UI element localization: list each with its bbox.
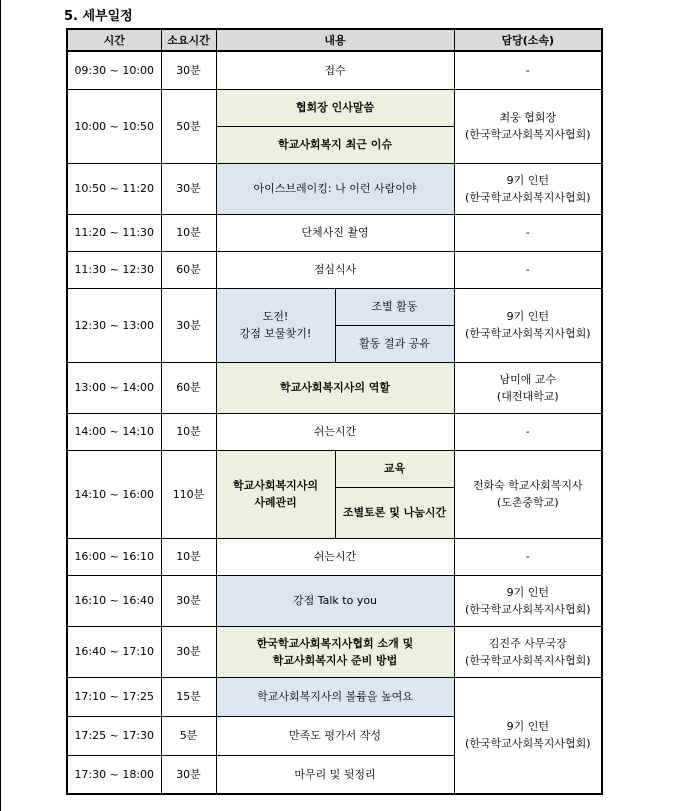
content-cell: 학교사회복지사의 역할 (216, 362, 454, 413)
table-row (67, 163, 602, 214)
section-title: 5. 세부일정 (64, 9, 133, 24)
time-cell: 10:50 ~ 11:20 (67, 163, 161, 214)
table-row (67, 214, 602, 251)
content-cell: 학교사회복지사의 사례관리 (216, 450, 335, 538)
owner-cell: - (454, 251, 602, 288)
content-cell: 아이스브레이킹: 나 이런 사람이야 (216, 163, 454, 214)
duration-cell: 60분 (161, 251, 216, 288)
time-cell: 09:30 ~ 10:00 (67, 51, 161, 89)
table-row (67, 251, 602, 288)
duration-cell: 110분 (161, 450, 216, 538)
time-cell: 14:10 ~ 16:00 (67, 450, 161, 538)
content-cell: 만족도 평가서 작성 (216, 716, 454, 755)
table-row (67, 626, 602, 677)
time-cell: 16:00 ~ 16:10 (67, 538, 161, 575)
table-row (67, 51, 602, 89)
content-cell: 교육 (335, 450, 454, 487)
duration-cell: 30분 (161, 755, 216, 794)
table-row (67, 362, 602, 413)
content-cell: 점심식사 (216, 251, 454, 288)
owner-cell: 9기 인턴 (한국학교사회복지사협회) (454, 575, 602, 626)
duration-cell: 30분 (161, 626, 216, 677)
content-cell: 쉬는시간 (216, 538, 454, 575)
header-row (67, 29, 602, 51)
content-cell: 단체사진 촬영 (216, 214, 454, 251)
time-cell: 16:40 ~ 17:10 (67, 626, 161, 677)
duration-cell: 10분 (161, 413, 216, 450)
owner-cell: 전화숙 학교사회복지사 (도촌중학교) (454, 450, 602, 538)
content-cell: 접수 (216, 51, 454, 89)
content-cell: 쉬는시간 (216, 413, 454, 450)
owner-cell: 최웅 협회장 (한국학교사회복지사협회) (454, 89, 602, 163)
table-row (67, 89, 602, 126)
time-cell: 16:10 ~ 16:40 (67, 575, 161, 626)
duration-cell: 50분 (161, 89, 216, 163)
duration-cell: 10분 (161, 538, 216, 575)
time-cell: 11:20 ~ 11:30 (67, 214, 161, 251)
content-cell: 활동 결과 공유 (335, 325, 454, 362)
table-row (67, 288, 602, 325)
content-cell: 조별토론 및 나눔시간 (335, 487, 454, 538)
schedule-table (66, 28, 603, 795)
owner-cell: 9기 인턴 (한국학교사회복지사협회) (454, 163, 602, 214)
content-cell: 조별 활동 (335, 288, 454, 325)
table-row (67, 538, 602, 575)
time-cell: 14:00 ~ 14:10 (67, 413, 161, 450)
table-row (67, 677, 602, 716)
content-cell: 도전! 강점 보물찾기! (216, 288, 335, 362)
header-duration: 소요시간 (161, 29, 216, 51)
content-cell: 학교사회복지 최근 이슈 (216, 126, 454, 163)
time-cell: 17:10 ~ 17:25 (67, 677, 161, 716)
owner-cell: 남미애 교수 (대전대학교) (454, 362, 602, 413)
content-cell: 마무리 및 뒷정리 (216, 755, 454, 794)
content-cell: 학교사회복지사의 볼륨을 높여요 (216, 677, 454, 716)
table-row (67, 450, 602, 487)
duration-cell: 30분 (161, 288, 216, 362)
owner-cell: - (454, 214, 602, 251)
page-left-border (0, 0, 1, 811)
time-cell: 17:30 ~ 18:00 (67, 755, 161, 794)
time-cell: 11:30 ~ 12:30 (67, 251, 161, 288)
time-cell: 13:00 ~ 14:00 (67, 362, 161, 413)
owner-cell: 9기 인턴 (한국학교사회복지사협회) (454, 288, 602, 362)
table-row (67, 575, 602, 626)
duration-cell: 10분 (161, 214, 216, 251)
content-cell: 협회장 인사말씀 (216, 89, 454, 126)
owner-cell: 9기 인턴 (한국학교사회복지사협회) (454, 677, 602, 794)
owner-cell: - (454, 413, 602, 450)
header-owner: 담당(소속) (454, 29, 602, 51)
duration-cell: 60분 (161, 362, 216, 413)
duration-cell: 15분 (161, 677, 216, 716)
time-cell: 10:00 ~ 10:50 (67, 89, 161, 163)
duration-cell: 30분 (161, 51, 216, 89)
time-cell: 12:30 ~ 13:00 (67, 288, 161, 362)
content-cell: 한국학교사회복지사협회 소개 및 학교사회복지사 준비 방법 (216, 626, 454, 677)
owner-cell: - (454, 538, 602, 575)
owner-cell: 김진주 사무국장 (한국학교사회복지사협회) (454, 626, 602, 677)
table-row (67, 413, 602, 450)
header-time: 시간 (67, 29, 161, 51)
duration-cell: 5분 (161, 716, 216, 755)
content-cell: 강점 Talk to you (216, 575, 454, 626)
duration-cell: 30분 (161, 575, 216, 626)
duration-cell: 30분 (161, 163, 216, 214)
header-content: 내용 (216, 29, 454, 51)
owner-cell: - (454, 51, 602, 89)
time-cell: 17:25 ~ 17:30 (67, 716, 161, 755)
